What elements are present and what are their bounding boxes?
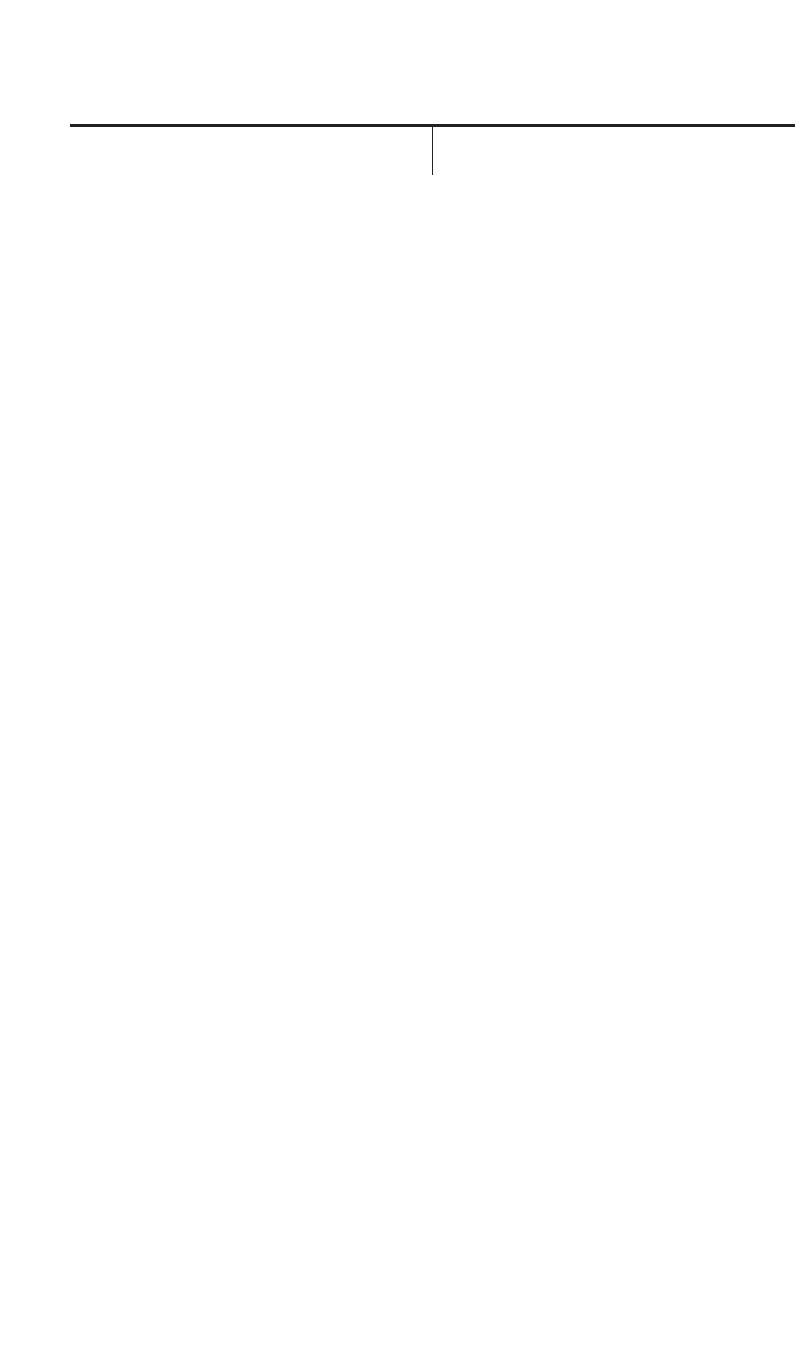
table-header	[70, 124, 795, 175]
header-shire	[70, 126, 433, 176]
header-population	[433, 126, 796, 176]
